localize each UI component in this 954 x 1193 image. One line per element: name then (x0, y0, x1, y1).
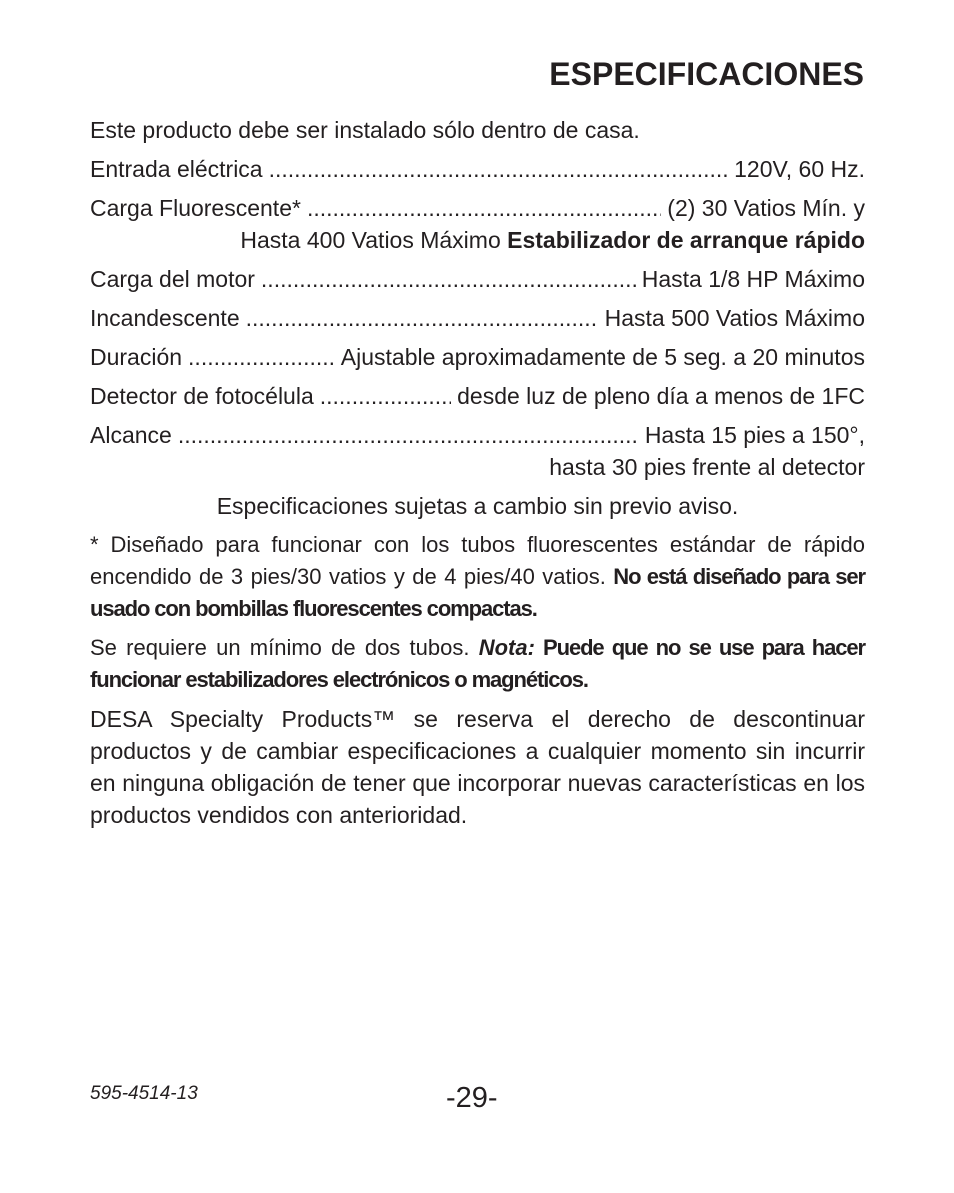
spec-cont-plain: Hasta 400 Vatios Máximo (240, 227, 508, 253)
spec-row-incandescente (90, 302, 865, 334)
spec-value: desde luz de pleno día a menos de 1FC (457, 383, 865, 409)
spec-row-motor (90, 263, 865, 295)
spec-row-detector (90, 380, 865, 412)
spec-label: Incandescente (90, 305, 240, 331)
footnote-paragraph (90, 529, 865, 625)
spec-label: Carga Fluorescente* (90, 195, 301, 221)
spec-row-entrada (90, 153, 865, 185)
dot-leader (269, 153, 729, 185)
spec-value: Hasta 15 pies a 150°, (644, 422, 865, 448)
disclaimer-paragraph: DESA Specialty Products™ se reserva el derecho de descontinuar productos y de cambiar especificaciones a cualquier momento sin incurrir en ninguna obligación de tener que incorporar nuevas características en los productos vendidos con anterioridad. (90, 706, 865, 828)
intro-text: Este producto debe ser instalado sólo dentro de casa. (90, 117, 640, 143)
spec-value: Hasta 500 Vatios Máximo (604, 305, 865, 331)
spec-value: Ajustable aproximadamente de 5 seg. a 20 minutos (340, 344, 865, 370)
page-body (90, 114, 865, 838)
spec-continuation: hasta 30 pies frente al detector (549, 454, 865, 480)
dot-leader (320, 380, 451, 412)
spec-row-alcance (90, 419, 865, 451)
dot-leader (307, 192, 661, 224)
dot-leader (188, 341, 335, 373)
dot-leader (246, 302, 599, 334)
spec-row-duracion (90, 341, 865, 373)
spec-label: Alcance (90, 422, 172, 448)
dot-leader (261, 263, 636, 295)
nota-paragraph (90, 632, 865, 696)
spec-value: (2) 30 Vatios Mín. y (667, 195, 865, 221)
footnote-warning: No está diseñado para ser usado con bombillas fluorescentes compactas. (90, 564, 865, 621)
specs-notice: Especificaciones sujetas a cambio sin previo aviso. (216, 493, 739, 519)
spec-label: Duración (90, 344, 183, 370)
spec-label: Carga del motor (90, 266, 255, 292)
page-number: -29- (446, 1082, 498, 1114)
nota-text: Se requiere un mínimo de dos tubos. (90, 635, 479, 660)
page-title: ESPECIFICACIONES (549, 56, 864, 92)
spec-value: Hasta 1/8 HP Máximo (641, 266, 865, 292)
spec-value: 120V, 60 Hz. (734, 156, 865, 182)
spec-label: Entrada eléctrica (90, 156, 263, 182)
dot-leader (178, 419, 639, 451)
nota-warning: Puede que no se use para hacer funcionar estabilizadores electrónicos o magnéticos. (90, 635, 865, 692)
footnote-text: * Diseñado para funcionar con los tubos fluorescentes estándar de rápido encendido de 3 pies/30 vatios y de 4 pies/40 vatios. (90, 532, 865, 589)
document-code: 595-4514-13 (90, 1083, 198, 1104)
spec-continuation (90, 224, 865, 256)
spec-label: Detector de fotocélula (90, 383, 314, 409)
nota-label: Nota: (478, 635, 535, 660)
spec-cont-bold: Estabilizador de arranque rápido (507, 227, 865, 253)
spec-row-carga-fluorescente (90, 192, 865, 224)
